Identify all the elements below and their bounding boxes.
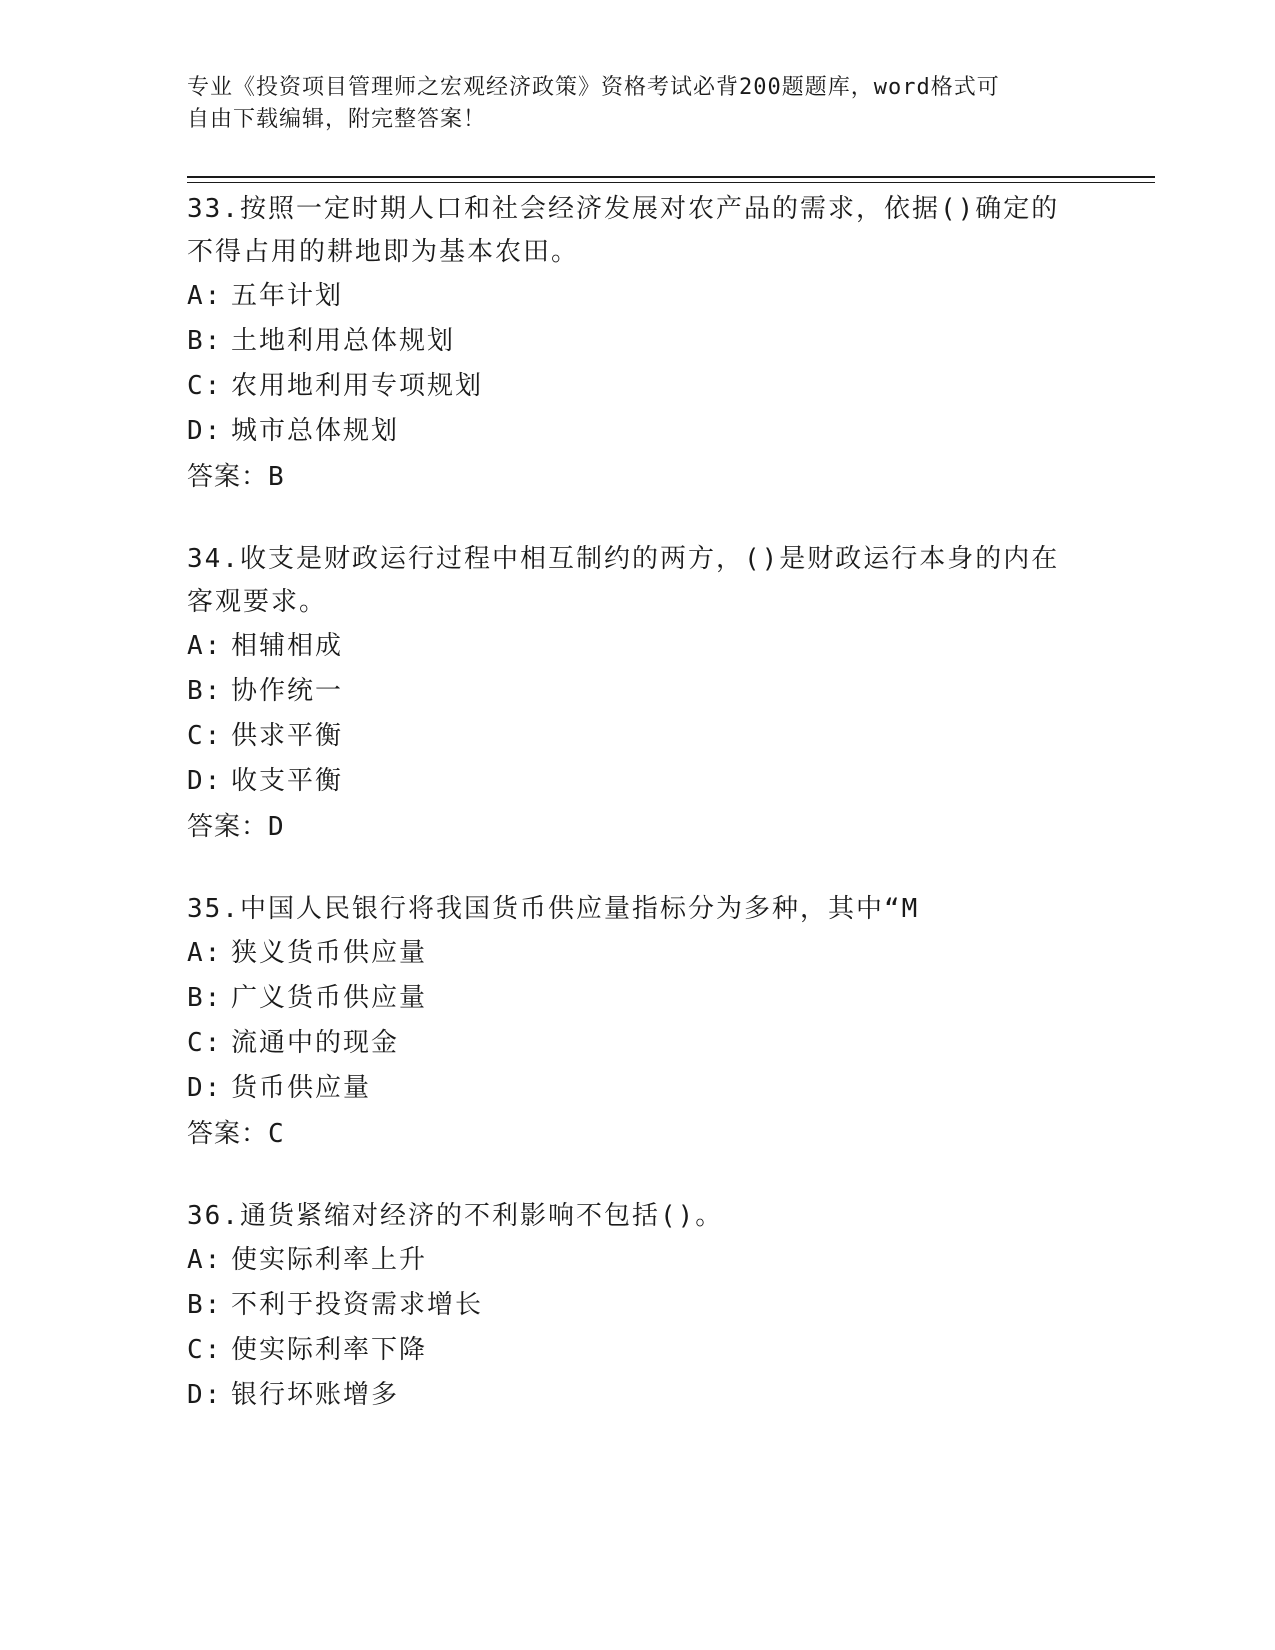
option-text: 相辅相成 [231,631,344,661]
answer-value: B [268,462,285,492]
option-text: 使实际利率上升 [231,1245,428,1275]
option-d [187,1373,1087,1418]
option-c [187,1328,1087,1373]
option-c [187,364,1087,409]
answer-label: 答案： [187,1119,269,1149]
option-d [187,759,1087,804]
option-label: B: [187,983,223,1013]
option-b [187,1283,1087,1328]
option-label: C: [187,721,223,751]
header-divider-thick [187,176,1155,178]
option-a [187,1238,1087,1283]
option-a [187,274,1087,319]
question-34 [187,538,1087,850]
option-text: 狭义货币供应量 [231,938,428,968]
option-label: A: [187,631,223,661]
option-d [187,1066,1087,1111]
option-text: 广义货币供应量 [231,983,428,1013]
answer-label: 答案： [187,812,269,842]
option-text: 银行坏账增多 [231,1380,400,1410]
option-a [187,624,1087,669]
option-label: C: [187,371,223,401]
answer-line [187,804,1087,850]
option-label: A: [187,281,223,311]
option-d [187,409,1087,454]
option-text: 城市总体规划 [231,416,400,446]
answer-value: D [268,812,285,842]
question-33 [187,188,1087,500]
answer-label: 答案： [187,462,269,492]
option-text: 流通中的现金 [231,1028,400,1058]
option-c [187,714,1087,759]
option-label: D: [187,766,223,796]
document-header [187,72,1087,136]
question-stem-line-2: 不得占用的耕地即为基本农田。 [187,237,580,267]
option-label: D: [187,1380,223,1410]
option-text: 货币供应量 [231,1073,372,1103]
question-stem-line-1: 35.中国人民银行将我国货币供应量指标分为多种，其中“M [187,894,920,924]
option-text: 五年计划 [231,281,344,311]
option-text: 协作统一 [231,676,344,706]
option-b [187,976,1087,1021]
answer-value: C [268,1119,285,1149]
question-stem-line-1: 34.收支是财政运行过程中相互制约的两方，()是财政运行本身的内在 [187,544,1060,574]
option-b [187,319,1087,364]
answer-line [187,1111,1087,1157]
option-label: C: [187,1335,223,1365]
option-text: 供求平衡 [231,721,344,751]
question-35 [187,888,1087,1157]
option-text: 使实际利率下降 [231,1335,428,1365]
option-label: B: [187,326,223,356]
option-text: 收支平衡 [231,766,344,796]
option-text: 农用地利用专项规划 [231,371,484,401]
option-b [187,669,1087,714]
option-label: D: [187,416,223,446]
option-label: B: [187,1290,223,1320]
question-stem-line-1: 33.按照一定时期人口和社会经济发展对农产品的需求，依据()确定的 [187,194,1060,224]
question-stem-line-2: 客观要求。 [187,587,328,617]
option-a [187,931,1087,976]
option-label: A: [187,1245,223,1275]
question-36 [187,1195,1087,1418]
option-label: C: [187,1028,223,1058]
option-c [187,1021,1087,1066]
option-label: B: [187,676,223,706]
question-list [187,188,1087,1456]
header-title-line-2: 自由下载编辑，附完整答案！ [187,107,487,132]
header-title-line-1: 专业《投资项目管理师之宏观经济政策》资格考试必背200题题库，word格式可 [187,75,1000,100]
answer-line [187,454,1087,500]
option-label: A: [187,938,223,968]
option-text: 不利于投资需求增长 [231,1290,484,1320]
option-label: D: [187,1073,223,1103]
option-text: 土地利用总体规划 [231,326,456,356]
question-stem-line-1: 36.通货紧缩对经济的不利影响不包括()。 [187,1201,724,1231]
header-divider-thin [187,182,1155,183]
